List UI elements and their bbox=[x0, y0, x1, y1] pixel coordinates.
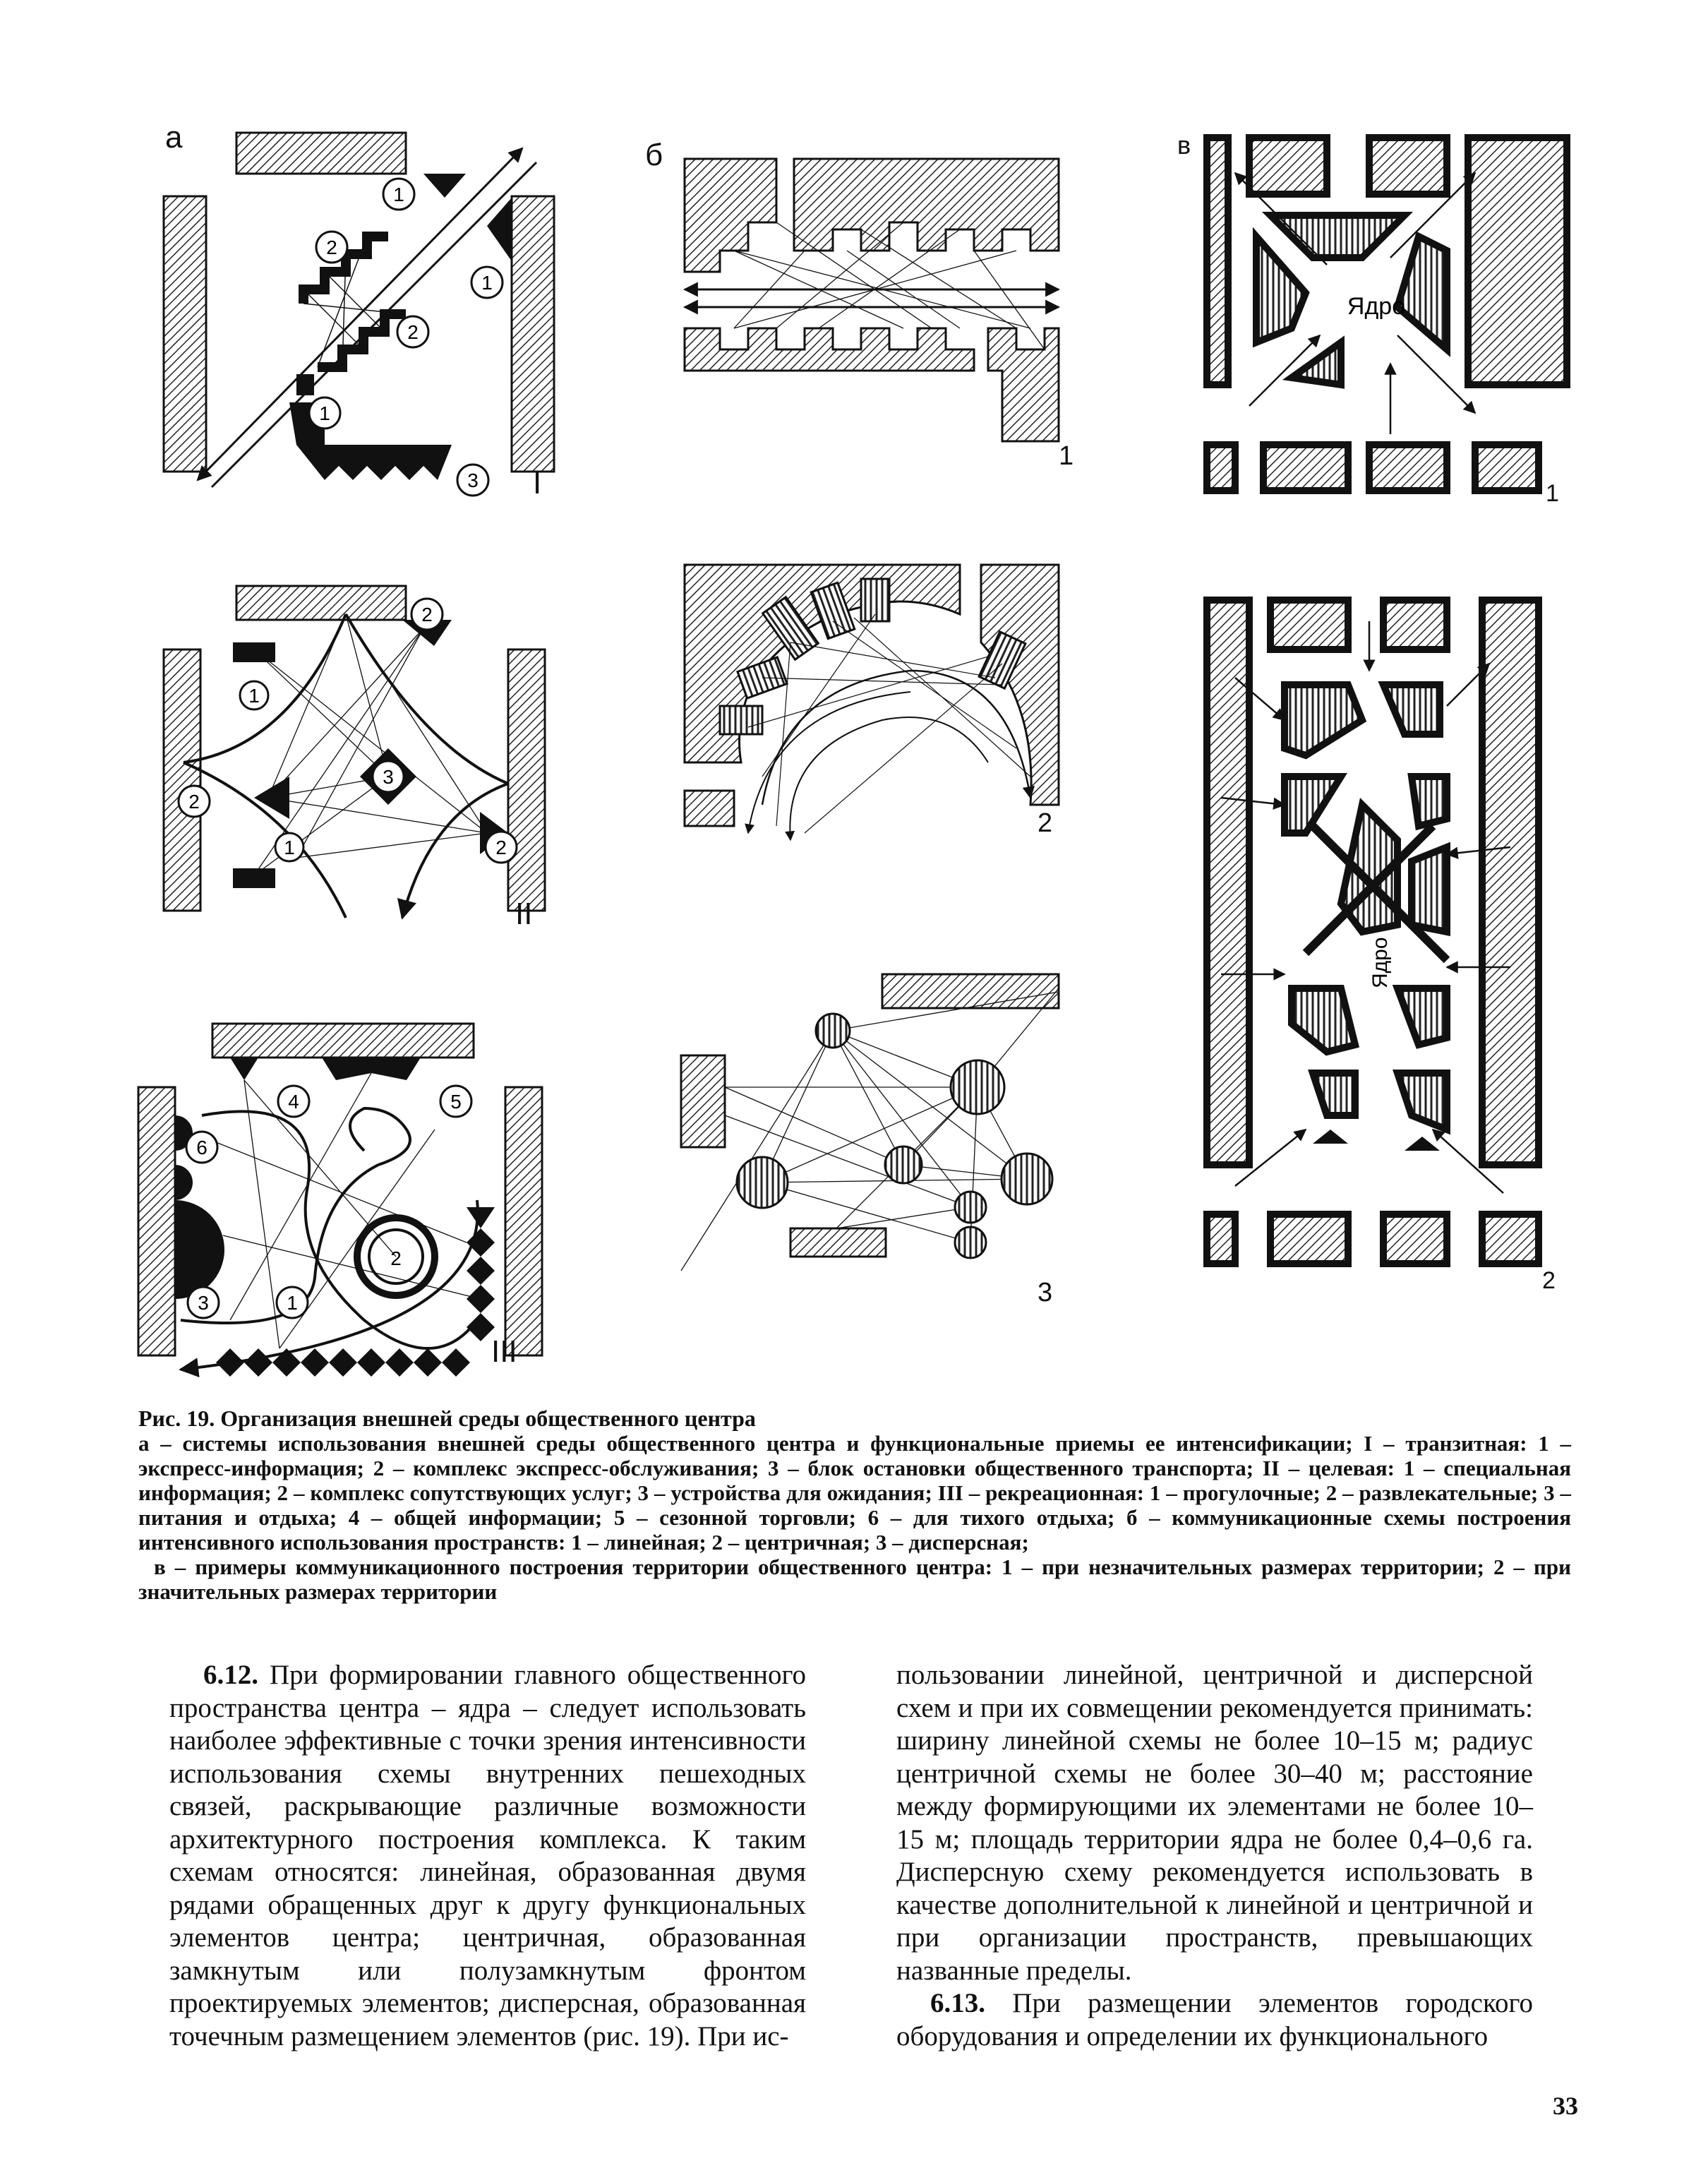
schema-dispersed bbox=[681, 974, 1076, 1306]
marker-1: 1 bbox=[319, 402, 330, 424]
section-number: 6.12. bbox=[203, 1660, 258, 1690]
core-label: Ядро bbox=[1369, 937, 1392, 988]
marker-6: 6 bbox=[196, 1137, 208, 1158]
caption-body-a: а – системы использования внешней среды общественного центра и функциональные приемы ее интенсификации; I – транзитная: 1 – экспресс-информация; 2 – комплекс экспресс-обслуживания; 3 – блок остановки общественного транспорта; II – целевая: 1 – специальная информация; 2 – комплекс сопутствующих услуг; 3 – устройства для ожидания; III – рекреационная: 1 – прогулочные; 2 – развлекательные; 3 – питания и отдыха; 4 – общей информации; 5 – сезонной торговли; 6 – для тихого отдыха; б – коммуникационные схемы построения интенсивного использования пространств: 1 – линейная; 2 – центричная; 3 – дисперсная; bbox=[138, 1431, 1571, 1555]
group-label-II: II bbox=[515, 897, 533, 931]
marker-2: 2 bbox=[495, 837, 507, 858]
marker-3: 3 bbox=[198, 1292, 209, 1314]
caption-body-v: в – примеры коммуникационного построения территории общественного центра: 1 – при незначительных размерах территории; 2 – при значительных размерах территории bbox=[138, 1555, 1571, 1604]
group-label-v1: 1 bbox=[1546, 480, 1559, 507]
figure-b-linear bbox=[635, 138, 1080, 471]
paragraph-continued: пользовании линейной, центричной и дисперсной схем и при их совмещении рекомендуется принимать: ширину линейной схемы не более 10–15 м; радиус центричной схемы не более 30–40 м; расстояние между формирующими их элементами не более 10–15 м; площадь территории ядра не более 0,4–0,6 га. Дисперсную схему рекомендуется использовать в качестве дополнительной к линейной и центричной и при организации пространств, превышающих названные пределы. bbox=[896, 1660, 1533, 1986]
panel-letter-b: б bbox=[645, 138, 663, 172]
section-number: 6.13. bbox=[930, 1988, 985, 2018]
marker-1: 1 bbox=[287, 1292, 298, 1314]
marker-2: 2 bbox=[326, 236, 337, 258]
marker-4: 4 bbox=[288, 1091, 299, 1113]
text-column-left bbox=[169, 1659, 806, 2053]
figure-a-transit bbox=[155, 120, 551, 515]
figure-b-centric bbox=[678, 565, 1073, 861]
schema-linear bbox=[635, 138, 1080, 462]
group-label-v2: 2 bbox=[1542, 1267, 1556, 1294]
figure-b-dispersed bbox=[681, 974, 1076, 1306]
marker-2: 2 bbox=[407, 321, 419, 343]
schema-target bbox=[155, 586, 551, 939]
schema-recreational bbox=[138, 1024, 555, 1384]
group-label-b1: 1 bbox=[1059, 441, 1074, 471]
group-label-III: III bbox=[491, 1334, 517, 1369]
marker-2: 2 bbox=[421, 604, 433, 625]
figure-caption bbox=[138, 1406, 1571, 1604]
marker-2: 2 bbox=[390, 1247, 402, 1269]
paragraph-text: При формировании главного общественного пространства центра – ядра – следует использовать наиболее эффективные с точки зрения интенсивности использования схемы внутренних пешеходных связей, раскрывающие различные возможности архитектурного построения комплекса. К таким схемам относятся: линейная, образованная двумя рядами обращенных друг к другу функциональных элементов центра; центричная, образованная замкнутым или полузамкнутым фронтом проектируемых элементов; дисперсная, образованная точечным размещением элементов (рис. 19). При ис- bbox=[169, 1660, 806, 2052]
core-label: Ядро bbox=[1347, 293, 1406, 320]
group-label-b2: 2 bbox=[1038, 808, 1053, 838]
caption-title: Рис. 19. Организация внешней среды общественного центра bbox=[138, 1406, 756, 1431]
group-label-I: I bbox=[533, 466, 542, 501]
page-number: 33 bbox=[1553, 2092, 1578, 2120]
schema-transit bbox=[155, 120, 551, 515]
figure-v-large-territory bbox=[1165, 593, 1574, 1306]
marker-5: 5 bbox=[450, 1091, 462, 1113]
figure-v-small-territory bbox=[1165, 131, 1574, 507]
figure-a-target bbox=[155, 586, 551, 939]
marker-2: 2 bbox=[188, 791, 200, 813]
marker-1: 1 bbox=[248, 685, 260, 707]
figure-a-recreational bbox=[138, 1024, 555, 1384]
text-column-right bbox=[896, 1659, 1533, 2053]
paragraph-text: При размещении элементов городского оборудования и определении их функционального bbox=[896, 1988, 1533, 2052]
schema-centric bbox=[678, 565, 1073, 861]
group-label-b3: 3 bbox=[1038, 1278, 1053, 1307]
schema-core-large bbox=[1165, 593, 1574, 1306]
panel-letter-a: а bbox=[165, 120, 183, 155]
marker-1: 1 bbox=[284, 837, 295, 858]
marker-3: 3 bbox=[467, 469, 479, 491]
schema-core-small bbox=[1165, 131, 1574, 498]
marker-1: 1 bbox=[481, 272, 493, 294]
marker-3: 3 bbox=[383, 766, 394, 788]
panel-letter-v: в bbox=[1177, 131, 1191, 160]
marker-1: 1 bbox=[393, 184, 404, 205]
paragraph-6-13 bbox=[896, 1987, 1533, 2053]
paragraph-6-12 bbox=[169, 1659, 806, 2053]
